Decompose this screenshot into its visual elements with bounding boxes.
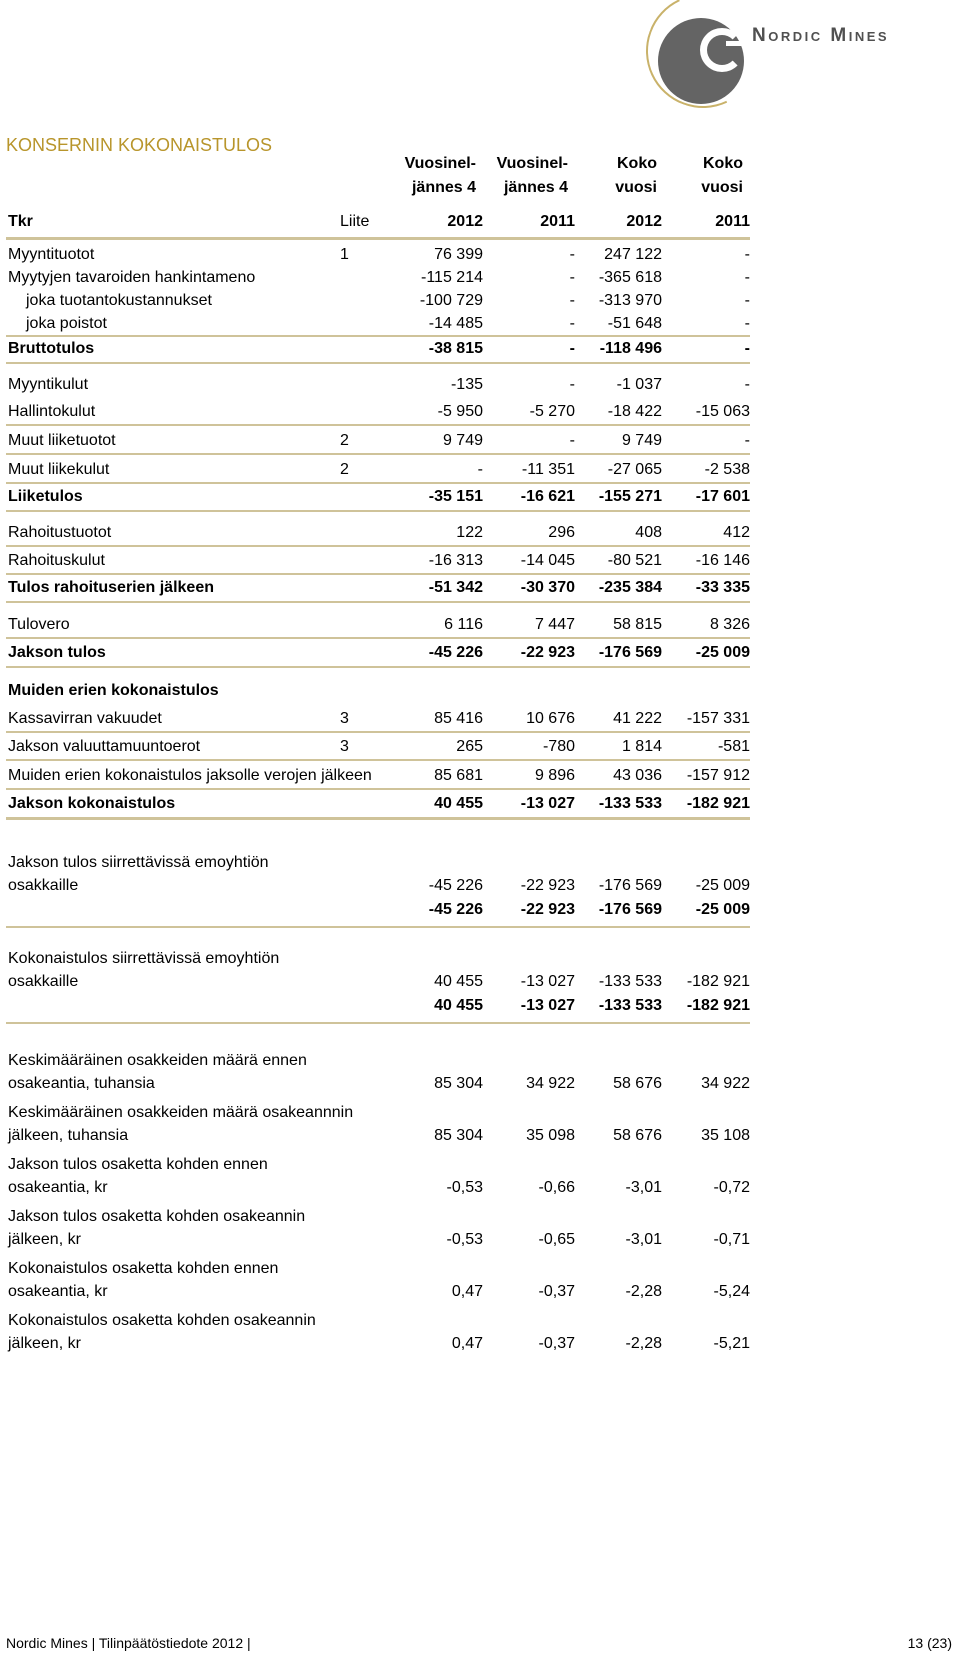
attrib-total-value: -133 533 (598, 997, 662, 1014)
pershare-value: -2,28 (625, 1283, 662, 1300)
col-header-line: jännes 4 (503, 179, 568, 196)
row-rule (6, 817, 750, 820)
row-label: Kassavirran vakuudet (8, 710, 162, 727)
row-value: -176 569 (598, 644, 662, 661)
row-label: Rahoituskulut (8, 552, 105, 569)
pershare-value: 58 676 (613, 1075, 662, 1092)
row-value: -27 065 (607, 461, 662, 478)
attrib-total-value: -176 569 (598, 901, 662, 918)
row-rule (6, 759, 750, 761)
col-header-line: Koko (703, 155, 743, 172)
row-value: 122 (456, 524, 483, 541)
row-value: 7 447 (534, 616, 575, 633)
col-header-line: vuosi (701, 179, 743, 196)
row-value: - (744, 340, 750, 357)
row-value: 412 (723, 524, 750, 541)
row-value: 85 416 (434, 710, 483, 727)
row-value: - (569, 315, 575, 332)
row-label: Muut liikekulut (8, 461, 110, 478)
logo-c-mark (700, 28, 744, 72)
logo-text: Nordic Mines (752, 25, 890, 46)
row-label: Tulovero (8, 616, 70, 633)
row-rule (6, 545, 750, 547)
pershare-value: -5,24 (713, 1283, 750, 1300)
col-header-q4-2012 (372, 152, 476, 200)
row-note: 3 (340, 710, 349, 727)
table-row (6, 246, 750, 270)
row-value: - (744, 376, 750, 393)
row-value: - (569, 340, 575, 357)
attrib-label: Kokonaistulos siirrettävissä emoyhtiön (8, 950, 280, 967)
row-label: Jakson tulos (8, 644, 106, 661)
row-value: - (569, 292, 575, 309)
pershare-value: -0,66 (538, 1179, 575, 1196)
liite-label: Liite (340, 213, 370, 230)
pershare-label: jälkeen, kr (8, 1231, 81, 1248)
pershare-label: jälkeen, tuhansia (8, 1127, 129, 1144)
row-value: 9 749 (442, 432, 483, 449)
attrib-value: -182 921 (686, 973, 750, 990)
year-label: 2012 (626, 213, 662, 230)
row-value: 9 749 (621, 432, 662, 449)
row-value: -5 950 (437, 403, 483, 420)
row-label: Myyntituotot (8, 246, 95, 263)
nordic-mines-logo (640, 0, 960, 115)
row-value: -157 912 (686, 767, 750, 784)
row-label: Muiden erien kokonaistulos jaksolle verojen jälkeen (8, 767, 372, 784)
pershare-value: -5,21 (713, 1335, 750, 1352)
row-label: Jakson kokonaistulos (8, 795, 176, 812)
pershare-label: Kokonaistulos osaketta kohden ennen (8, 1260, 279, 1277)
row-label: Hallintokulut (8, 403, 96, 420)
table-row (6, 682, 750, 706)
attrib-total-value: 40 455 (434, 997, 483, 1014)
row-value: 1 814 (621, 738, 662, 755)
row-rule (6, 335, 750, 337)
attrib-value: -13 027 (520, 973, 575, 990)
pershare-value: 0,47 (451, 1335, 483, 1352)
page-title: KONSERNIN KOKONAISTULOS (6, 135, 273, 155)
pershare-value: -0,37 (538, 1283, 575, 1300)
row-rule (6, 637, 750, 639)
attrib-label: osakkaille (8, 973, 79, 990)
row-value: - (744, 246, 750, 263)
pershare-value: -3,01 (625, 1179, 662, 1196)
row-value: - (569, 432, 575, 449)
row-value: -182 921 (686, 795, 750, 812)
row-value: 265 (456, 738, 483, 755)
pershare-value: 35 098 (526, 1127, 575, 1144)
row-rule (6, 788, 750, 790)
col-header-fy-2011 (650, 152, 743, 200)
row-rule (6, 510, 750, 512)
col-header-line: Koko (617, 155, 657, 172)
row-value: -16 313 (428, 552, 483, 569)
pershare-value: -0,65 (538, 1231, 575, 1248)
row-value: -51 342 (428, 579, 483, 596)
row-value: -33 335 (695, 579, 750, 596)
row-label: Muut liiketuotot (8, 432, 116, 449)
row-label: Tulos rahoituserien jälkeen (8, 579, 214, 596)
row-label: Jakson valuuttamuuntoerot (8, 738, 201, 755)
pershare-value: 35 108 (701, 1127, 750, 1144)
pershare-label: osakeantia, kr (8, 1179, 108, 1196)
row-value: -118 496 (599, 340, 662, 357)
pershare-row (6, 1283, 750, 1307)
row-value: 247 122 (604, 246, 662, 263)
year-label: 2011 (715, 213, 750, 230)
row-label: Muiden erien kokonaistulos (8, 682, 219, 699)
table-row (6, 340, 750, 364)
row-label: Liiketulos (8, 488, 83, 505)
table-row (6, 376, 750, 400)
row-value: -16 146 (695, 552, 750, 569)
attrib-value: 40 455 (434, 973, 483, 990)
table-row (6, 269, 750, 293)
pershare-label: osakeantia, tuhansia (8, 1075, 155, 1092)
row-value: -365 618 (598, 269, 662, 286)
row-value: 296 (548, 524, 575, 541)
attrib-total-value: -182 921 (686, 997, 750, 1014)
row-value: -35 151 (428, 488, 483, 505)
pershare-label: Keskimääräinen osakkeiden määrä ennen (8, 1052, 307, 1069)
row-label: Myyntikulut (8, 376, 89, 393)
attrib-label: osakkaille (8, 877, 79, 894)
pershare-value: -0,72 (713, 1179, 750, 1196)
row-rule (6, 362, 750, 364)
row-rule (6, 482, 750, 484)
row-note: 2 (340, 432, 349, 449)
attrib-label: Jakson tulos siirrettävissä emoyhtiön (8, 854, 269, 871)
row-value: -45 226 (428, 644, 483, 661)
row-value: -133 533 (598, 795, 662, 812)
row-note: 3 (340, 738, 349, 755)
row-value: -5 270 (529, 403, 575, 420)
year-label: 2012 (447, 213, 483, 230)
row-value: 6 116 (444, 616, 483, 633)
row-value: - (744, 432, 750, 449)
attrib-total-value: -22 923 (520, 901, 575, 918)
col-header-line: Vuosinel- (496, 155, 568, 172)
pershare-value: 85 304 (434, 1127, 483, 1144)
pershare-value: -0,71 (713, 1231, 750, 1248)
pershare-row (6, 1335, 750, 1359)
row-value: -100 729 (419, 292, 483, 309)
pershare-value: 58 676 (613, 1127, 662, 1144)
row-value: -11 351 (521, 461, 575, 478)
attrib-value: -22 923 (520, 877, 575, 894)
page-number: 13 (23) (907, 1635, 952, 1651)
table-row (6, 488, 750, 512)
year-label: 2011 (540, 213, 575, 230)
attrib-value: -45 226 (428, 877, 483, 894)
row-value: - (569, 246, 575, 263)
row-value: 9 896 (534, 767, 575, 784)
col-header-line: vuosi (615, 179, 657, 196)
row-value: -135 (450, 376, 483, 393)
table-row (6, 292, 750, 316)
row-rule (6, 573, 750, 575)
attrib-total-row (6, 901, 750, 925)
col-header-line: Vuosinel- (404, 155, 476, 172)
row-rule (6, 1022, 750, 1024)
row-value: 8 326 (709, 616, 750, 633)
row-value: 10 676 (526, 710, 575, 727)
row-value: -51 648 (607, 315, 662, 332)
pershare-label: osakeantia, kr (8, 1283, 108, 1300)
pershare-value: -0,53 (446, 1231, 483, 1248)
row-value: -313 970 (598, 292, 662, 309)
row-label: Rahoitustuotot (8, 524, 112, 541)
table-row (6, 795, 750, 819)
row-value: 76 399 (434, 246, 483, 263)
row-value: -157 331 (686, 710, 750, 727)
footer-text: Nordic Mines | Tilinpäätöstiedote 2012 | (6, 1635, 251, 1651)
row-value: -16 621 (520, 488, 575, 505)
header-row-tkr (6, 213, 750, 237)
row-value: -2 538 (704, 461, 750, 478)
row-rule (6, 453, 750, 455)
row-value: 41 222 (613, 710, 662, 727)
pershare-value: 85 304 (434, 1075, 483, 1092)
row-rule (6, 424, 750, 426)
row-note: 1 (340, 246, 349, 263)
row-value: -115 214 (421, 269, 483, 286)
attrib-total-value: -25 009 (695, 901, 750, 918)
row-value: -80 521 (607, 552, 662, 569)
row-label: Bruttotulos (8, 340, 95, 357)
attrib-row (6, 877, 750, 901)
pershare-label: jälkeen, kr (8, 1335, 81, 1352)
attrib-total-value: -45 226 (428, 901, 483, 918)
pershare-label: Jakson tulos osaketta kohden ennen (8, 1156, 268, 1173)
row-value: -30 370 (520, 579, 575, 596)
attrib-total-row (6, 997, 750, 1021)
row-value: -38 815 (428, 340, 483, 357)
pershare-label: Keskimääräinen osakkeiden määrä osakeannnin (8, 1104, 354, 1121)
row-note: 2 (340, 461, 349, 478)
row-label: joka tuotantokustannukset (26, 292, 212, 309)
row-value: -18 422 (607, 403, 662, 420)
row-value: -235 384 (598, 579, 662, 596)
pershare-label: Jakson tulos osaketta kohden osakeannin (8, 1208, 306, 1225)
pershare-value: -0,53 (446, 1179, 483, 1196)
row-value: -581 (717, 738, 750, 755)
row-rule (6, 666, 750, 668)
row-value: -25 009 (695, 644, 750, 661)
header-rule (6, 237, 750, 240)
row-rule (6, 926, 750, 928)
row-value: - (744, 315, 750, 332)
tkr-label: Tkr (8, 213, 33, 230)
row-label: joka poistot (26, 315, 107, 332)
pershare-value: 0,47 (451, 1283, 483, 1300)
row-value: - (569, 269, 575, 286)
row-value: 43 036 (613, 767, 662, 784)
row-rule (6, 601, 750, 603)
pershare-row (6, 1231, 750, 1255)
pershare-value: -3,01 (625, 1231, 662, 1248)
table-row (6, 644, 750, 668)
attrib-value: -133 533 (598, 973, 662, 990)
pershare-row (6, 1075, 750, 1099)
pershare-row (6, 1179, 750, 1203)
row-value: -14 045 (520, 552, 575, 569)
row-rule (6, 731, 750, 733)
row-value: -22 923 (520, 644, 575, 661)
col-header-line: jännes 4 (411, 179, 476, 196)
attrib-row (6, 973, 750, 997)
row-value: - (569, 376, 575, 393)
col-header-fy-2012 (560, 152, 657, 200)
row-value: -155 271 (598, 488, 662, 505)
row-value: -14 485 (428, 315, 483, 332)
row-value: - (744, 292, 750, 309)
pershare-value: -2,28 (625, 1335, 662, 1352)
table-row (6, 579, 750, 603)
pershare-label: Kokonaistulos osaketta kohden osakeannin (8, 1312, 316, 1329)
row-value: 85 681 (434, 767, 483, 784)
pershare-value: 34 922 (701, 1075, 750, 1092)
row-value: 408 (635, 524, 662, 541)
row-value: 58 815 (613, 616, 662, 633)
row-label: Myytyjen tavaroiden hankintameno (8, 269, 256, 286)
pershare-value: -0,37 (538, 1335, 575, 1352)
row-value: -780 (542, 738, 575, 755)
attrib-value: -176 569 (598, 877, 662, 894)
row-value: -15 063 (695, 403, 750, 420)
row-value: -1 037 (616, 376, 662, 393)
pershare-value: 34 922 (526, 1075, 575, 1092)
row-value: - (477, 461, 483, 478)
attrib-total-value: -13 027 (520, 997, 575, 1014)
row-value: 40 455 (434, 795, 483, 812)
col-header-q4-2011 (462, 152, 568, 200)
row-value: -17 601 (695, 488, 750, 505)
row-value: - (744, 269, 750, 286)
row-value: -13 027 (520, 795, 575, 812)
pershare-row (6, 1127, 750, 1151)
attrib-value: -25 009 (695, 877, 750, 894)
